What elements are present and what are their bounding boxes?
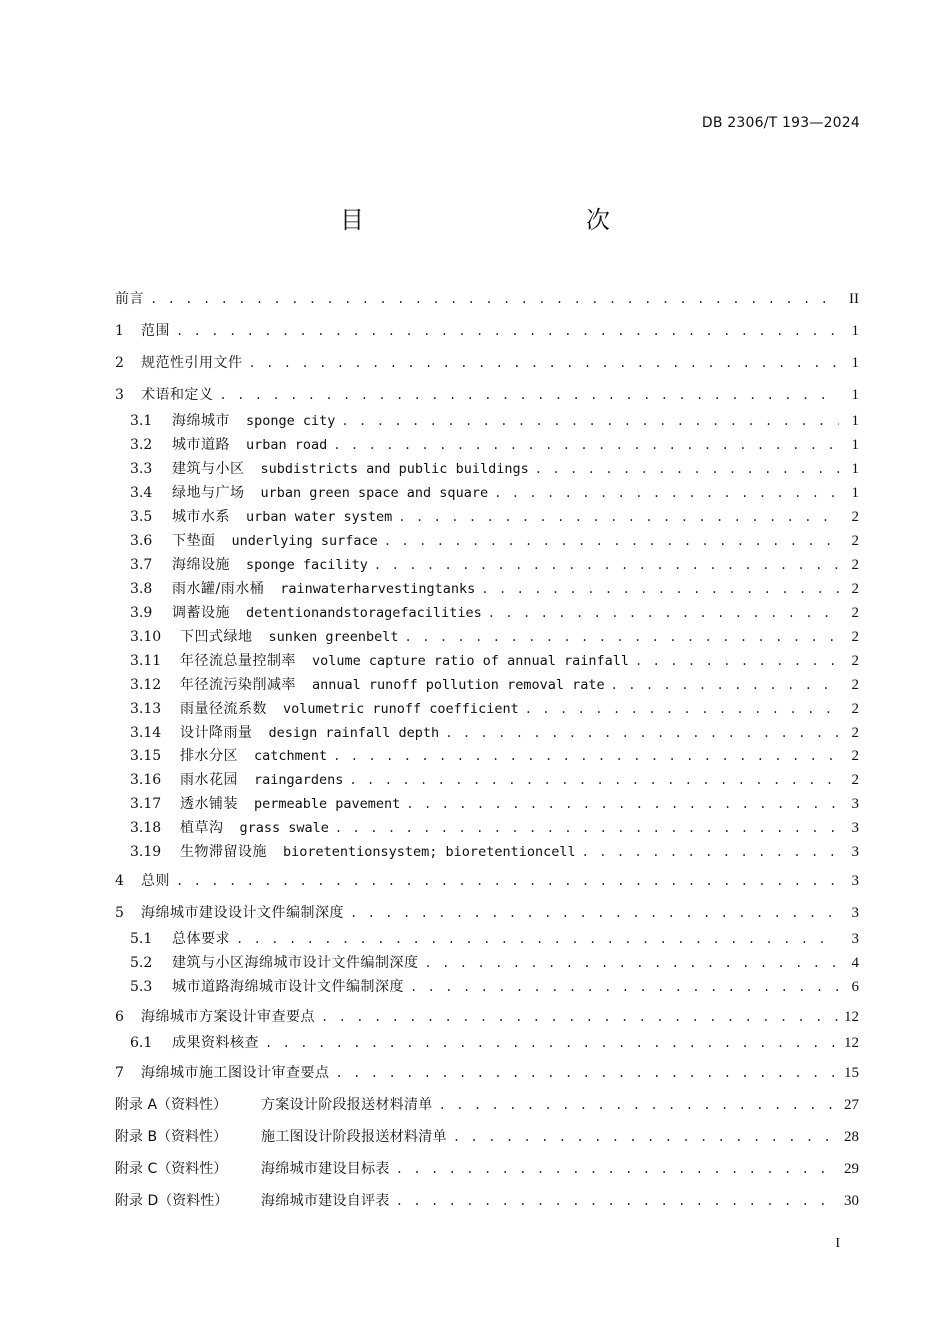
toc-entry[interactable] bbox=[130, 770, 859, 790]
toc-entry-page: 3 bbox=[851, 820, 859, 836]
toc-entry-number: 5 bbox=[115, 905, 124, 921]
toc-entry-english-title: sunken greenbelt bbox=[268, 629, 399, 645]
toc-entry[interactable] bbox=[130, 1033, 859, 1053]
toc-entry-title: 雨量径流系数 bbox=[180, 701, 267, 717]
toc-entry-number: 3.7 bbox=[130, 557, 153, 573]
toc-leader-dots bbox=[321, 1007, 838, 1027]
toc-entry-title: 海绵设施 bbox=[172, 557, 230, 573]
toc-entry-title: 海绵城市方案设计审查要点 bbox=[141, 1009, 315, 1025]
toc-entry-title: 建筑与小区海绵城市设计文件编制深度 bbox=[172, 955, 419, 971]
toc-entry-page: 1 bbox=[851, 461, 859, 477]
toc-entry[interactable] bbox=[130, 929, 859, 949]
toc-entry-number: 3 bbox=[115, 387, 124, 403]
toc-entry[interactable] bbox=[115, 353, 859, 373]
page-number: I bbox=[835, 1236, 840, 1251]
toc-leader-dots bbox=[494, 483, 839, 503]
toc-leader-dots bbox=[635, 651, 839, 671]
toc-entry-page: 2 bbox=[851, 581, 859, 597]
toc-entry-page: 2 bbox=[851, 725, 859, 741]
toc-entry-page: 3 bbox=[851, 931, 859, 947]
toc-entry-number: 3.2 bbox=[130, 437, 153, 453]
toc-entry-english-title: permeable pavement bbox=[254, 796, 401, 812]
toc-entry-number: 3.17 bbox=[130, 796, 162, 812]
toc-entry[interactable] bbox=[130, 603, 859, 623]
toc-entry-english-title: grass swale bbox=[239, 820, 329, 836]
toc-entry-page: 2 bbox=[851, 701, 859, 717]
toc-entry-page: 3 bbox=[851, 844, 859, 860]
toc-entry-title: 年径流总量控制率 bbox=[180, 653, 296, 669]
toc-entry-title: 海绵城市施工图设计审查要点 bbox=[141, 1065, 330, 1081]
toc-entry[interactable] bbox=[130, 953, 859, 973]
toc-leader-dots bbox=[425, 953, 840, 973]
toc-entry-page: 2 bbox=[851, 605, 859, 621]
toc-entry-number: 3.10 bbox=[130, 629, 162, 645]
appendix-heading: 附录 C（资料性） bbox=[115, 1161, 228, 1177]
toc-entry-page: II bbox=[849, 291, 859, 307]
toc-leader-dots bbox=[349, 770, 839, 790]
toc-entry-page: 1 bbox=[851, 437, 859, 453]
toc-entry-number: 2 bbox=[115, 355, 124, 371]
toc-entry-page: 3 bbox=[851, 796, 859, 812]
document-code: DB 2306/T 193—2024 bbox=[701, 115, 860, 131]
toc-leader-dots bbox=[265, 1033, 838, 1053]
toc-leader-dots bbox=[439, 1095, 838, 1115]
toc-entry[interactable] bbox=[130, 675, 859, 695]
toc-entry-number: 3.6 bbox=[130, 533, 153, 549]
toc-entry-number: 3.5 bbox=[130, 509, 153, 525]
appendix-page: 27 bbox=[844, 1097, 859, 1113]
toc-leader-dots bbox=[350, 903, 839, 923]
toc-entry[interactable] bbox=[115, 1007, 859, 1027]
toc-entry-english-title: subdistricts and public buildings bbox=[260, 461, 529, 477]
appendix-page: 28 bbox=[844, 1129, 859, 1145]
toc-leader-dots bbox=[445, 723, 839, 743]
toc-entry-number: 3.9 bbox=[130, 605, 153, 621]
toc-leader-dots bbox=[405, 627, 839, 647]
toc-entry[interactable] bbox=[130, 977, 859, 997]
toc-entry-number: 3.1 bbox=[130, 413, 153, 429]
toc-entry-page: 1 bbox=[851, 387, 859, 403]
toc-appendix-entry[interactable] bbox=[115, 1159, 859, 1179]
toc-entry-number: 3.3 bbox=[130, 461, 153, 477]
toc-entry-page: 2 bbox=[851, 677, 859, 693]
toc-entry-title: 设计降雨量 bbox=[180, 725, 253, 741]
toc-entry-page: 3 bbox=[851, 873, 859, 889]
toc-entry-title: 城市道路 bbox=[172, 437, 230, 453]
toc-entry-title: 绿地与广场 bbox=[172, 485, 245, 501]
toc-entry-number: 5.3 bbox=[130, 979, 153, 995]
toc-entry[interactable] bbox=[130, 507, 859, 527]
toc-entry-title: 雨水罐/雨水桶 bbox=[172, 581, 265, 597]
toc-leader-dots bbox=[333, 435, 839, 455]
toc-entry-english-title: rainwaterharvestingtanks bbox=[280, 581, 476, 597]
appendix-heading: 附录 D（资料性） bbox=[115, 1193, 229, 1209]
page-title: 目 次 bbox=[340, 206, 668, 234]
appendix-title: 方案设计阶段报送材料清单 bbox=[261, 1097, 433, 1113]
toc-entry[interactable] bbox=[130, 459, 859, 479]
toc-entry-page: 6 bbox=[851, 979, 859, 995]
toc-entry-number: 3.18 bbox=[130, 820, 162, 836]
toc-leader-dots bbox=[176, 871, 839, 891]
toc-entry-english-title: sponge facility bbox=[246, 557, 368, 573]
toc-entry-english-title: design rainfall depth bbox=[268, 725, 440, 741]
toc-entry-number: 7 bbox=[115, 1065, 124, 1081]
toc-entry-page: 2 bbox=[851, 772, 859, 788]
toc-entry-page: 2 bbox=[851, 653, 859, 669]
toc-entry-page: 12 bbox=[844, 1035, 859, 1051]
toc-leader-dots bbox=[525, 699, 839, 719]
toc-leader-dots bbox=[335, 818, 839, 838]
toc-entry-english-title: sponge city bbox=[246, 413, 336, 429]
toc-entry[interactable] bbox=[115, 903, 859, 923]
toc-entry-title: 雨水花园 bbox=[180, 772, 238, 788]
toc-entry-page: 15 bbox=[844, 1065, 859, 1081]
toc-entry-english-title: annual runoff pollution removal rate bbox=[312, 677, 605, 693]
appendix-title: 施工图设计阶段报送材料清单 bbox=[261, 1129, 447, 1145]
toc-entry[interactable] bbox=[130, 651, 859, 671]
toc-entry-title: 建筑与小区 bbox=[172, 461, 245, 477]
toc-entry-page: 2 bbox=[851, 629, 859, 645]
toc-entry-page: 1 bbox=[851, 323, 859, 339]
toc-entry[interactable] bbox=[130, 746, 859, 766]
toc-leader-dots bbox=[453, 1127, 838, 1147]
toc-entry-page: 2 bbox=[851, 748, 859, 764]
toc-entry-english-title: raingardens bbox=[254, 772, 344, 788]
toc-entry-title: 前言 bbox=[115, 291, 144, 307]
toc-entry-english-title: underlying surface bbox=[231, 533, 378, 549]
toc-entry-page: 1 bbox=[851, 355, 859, 371]
toc-entry-number: 1 bbox=[115, 323, 124, 339]
toc-entry-number: 5.1 bbox=[130, 931, 153, 947]
toc-entry[interactable] bbox=[130, 579, 859, 599]
toc-entry-title: 成果资料核查 bbox=[172, 1035, 259, 1051]
toc-leader-dots bbox=[333, 746, 839, 766]
toc-leader-dots bbox=[236, 929, 839, 949]
toc-entry-english-title: catchment bbox=[254, 748, 328, 764]
toc-entry-number: 3.12 bbox=[130, 677, 162, 693]
toc-entry-english-title: volume capture ratio of annual rainfall bbox=[312, 653, 629, 669]
toc-entry-title: 透水铺装 bbox=[180, 796, 238, 812]
toc-entry-title: 排水分区 bbox=[180, 748, 238, 764]
toc-leader-dots bbox=[406, 794, 839, 814]
toc-leader-dots bbox=[481, 579, 839, 599]
appendix-page: 29 bbox=[844, 1161, 859, 1177]
toc-entry-title: 植草沟 bbox=[180, 820, 224, 836]
toc-entry-english-title: urban green space and square bbox=[260, 485, 489, 501]
toc-entry-english-title: bioretentionsystem; bioretentioncell bbox=[283, 844, 576, 860]
toc-entry[interactable] bbox=[130, 531, 859, 551]
toc-entry-page: 2 bbox=[851, 533, 859, 549]
toc-entry-number: 5.2 bbox=[130, 955, 153, 971]
toc-entry[interactable] bbox=[130, 699, 859, 719]
toc-leader-dots bbox=[336, 1063, 839, 1083]
toc-entry-english-title: urban water system bbox=[246, 509, 393, 525]
toc-entry-number: 3.13 bbox=[130, 701, 162, 717]
toc-leader-dots bbox=[384, 531, 839, 551]
toc-entry-title: 术语和定义 bbox=[141, 387, 214, 403]
toc-entry-title: 城市道路海绵城市设计文件编制深度 bbox=[172, 979, 404, 995]
toc-appendix-entry[interactable] bbox=[115, 1095, 859, 1115]
toc-entry-page: 1 bbox=[851, 413, 859, 429]
toc-entry-page: 2 bbox=[851, 509, 859, 525]
toc-entry-english-title: urban road bbox=[246, 437, 328, 453]
toc-entry-page: 4 bbox=[851, 955, 859, 971]
toc-entry-page: 3 bbox=[851, 905, 859, 921]
toc-leader-dots bbox=[582, 842, 839, 862]
toc-entry-number: 6.1 bbox=[130, 1035, 153, 1051]
toc-entry[interactable] bbox=[130, 794, 859, 814]
toc-leader-dots bbox=[396, 1191, 838, 1211]
toc-entry[interactable] bbox=[130, 842, 859, 862]
toc-entry-title: 城市水系 bbox=[172, 509, 230, 525]
toc-leader-dots bbox=[249, 353, 840, 373]
toc-entry-number: 3.16 bbox=[130, 772, 162, 788]
toc-leader-dots bbox=[220, 385, 840, 405]
toc-leader-dots bbox=[341, 411, 839, 431]
toc-entry[interactable] bbox=[115, 385, 859, 405]
toc-leader-dots bbox=[410, 977, 839, 997]
toc-leader-dots bbox=[398, 507, 839, 527]
toc-entry[interactable] bbox=[130, 483, 859, 503]
toc-entry[interactable] bbox=[130, 411, 859, 431]
toc-entry[interactable] bbox=[115, 289, 859, 309]
toc-leader-dots bbox=[150, 289, 839, 309]
toc-leader-dots bbox=[535, 459, 839, 479]
toc-entry-english-title: volumetric runoff coefficient bbox=[283, 701, 519, 717]
toc-entry-title: 年径流污染削减率 bbox=[180, 677, 296, 693]
toc-entry-title: 下垫面 bbox=[172, 533, 216, 549]
toc-entry-number: 4 bbox=[115, 873, 124, 889]
toc-entry-title: 范围 bbox=[141, 323, 170, 339]
toc-entry-title: 规范性引用文件 bbox=[141, 355, 243, 371]
toc-entry[interactable] bbox=[130, 435, 859, 455]
toc-leader-dots bbox=[176, 321, 839, 341]
toc-leader-dots bbox=[611, 675, 839, 695]
toc-entry-page: 12 bbox=[844, 1009, 859, 1025]
toc-entry-number: 3.8 bbox=[130, 581, 153, 597]
toc-entry-number: 3.4 bbox=[130, 485, 153, 501]
toc-entry-number: 3.11 bbox=[130, 653, 162, 669]
toc-entry-number: 3.15 bbox=[130, 748, 162, 764]
toc-entry[interactable] bbox=[130, 723, 859, 743]
toc-entry-number: 6 bbox=[115, 1009, 124, 1025]
toc-entry-page: 2 bbox=[851, 557, 859, 573]
toc-entry[interactable] bbox=[115, 1063, 859, 1083]
toc-appendix-entry[interactable] bbox=[115, 1191, 859, 1211]
toc-entry-title: 海绵城市建设设计文件编制深度 bbox=[141, 905, 344, 921]
toc-entry[interactable] bbox=[130, 627, 859, 647]
toc-entry-title: 下凹式绿地 bbox=[180, 629, 253, 645]
toc-entry-title: 调蓄设施 bbox=[172, 605, 230, 621]
toc-entry-title: 总则 bbox=[141, 873, 170, 889]
appendix-heading: 附录 B（资料性） bbox=[115, 1129, 228, 1145]
appendix-page: 30 bbox=[844, 1193, 859, 1209]
toc-leader-dots bbox=[488, 603, 839, 623]
toc-entry-title: 生物滞留设施 bbox=[180, 844, 267, 860]
toc-entry[interactable] bbox=[130, 818, 859, 838]
toc-leader-dots bbox=[396, 1159, 838, 1179]
toc-entry-title: 海绵城市 bbox=[172, 413, 230, 429]
toc-entry[interactable] bbox=[115, 321, 859, 341]
appendix-title: 海绵城市建设自评表 bbox=[261, 1193, 390, 1209]
toc-entry-number: 3.14 bbox=[130, 725, 162, 741]
toc-entry[interactable] bbox=[130, 555, 859, 575]
appendix-heading: 附录 A（资料性） bbox=[115, 1097, 228, 1113]
toc-appendix-entry[interactable] bbox=[115, 1127, 859, 1147]
appendix-title: 海绵城市建设目标表 bbox=[261, 1161, 390, 1177]
toc-entry[interactable] bbox=[115, 871, 859, 891]
toc-entry-title: 总体要求 bbox=[172, 931, 230, 947]
toc-entry-english-title: detentionandstoragefacilities bbox=[246, 605, 482, 621]
toc-entry-number: 3.19 bbox=[130, 844, 162, 860]
toc-leader-dots bbox=[374, 555, 839, 575]
toc-entry-page: 1 bbox=[851, 485, 859, 501]
